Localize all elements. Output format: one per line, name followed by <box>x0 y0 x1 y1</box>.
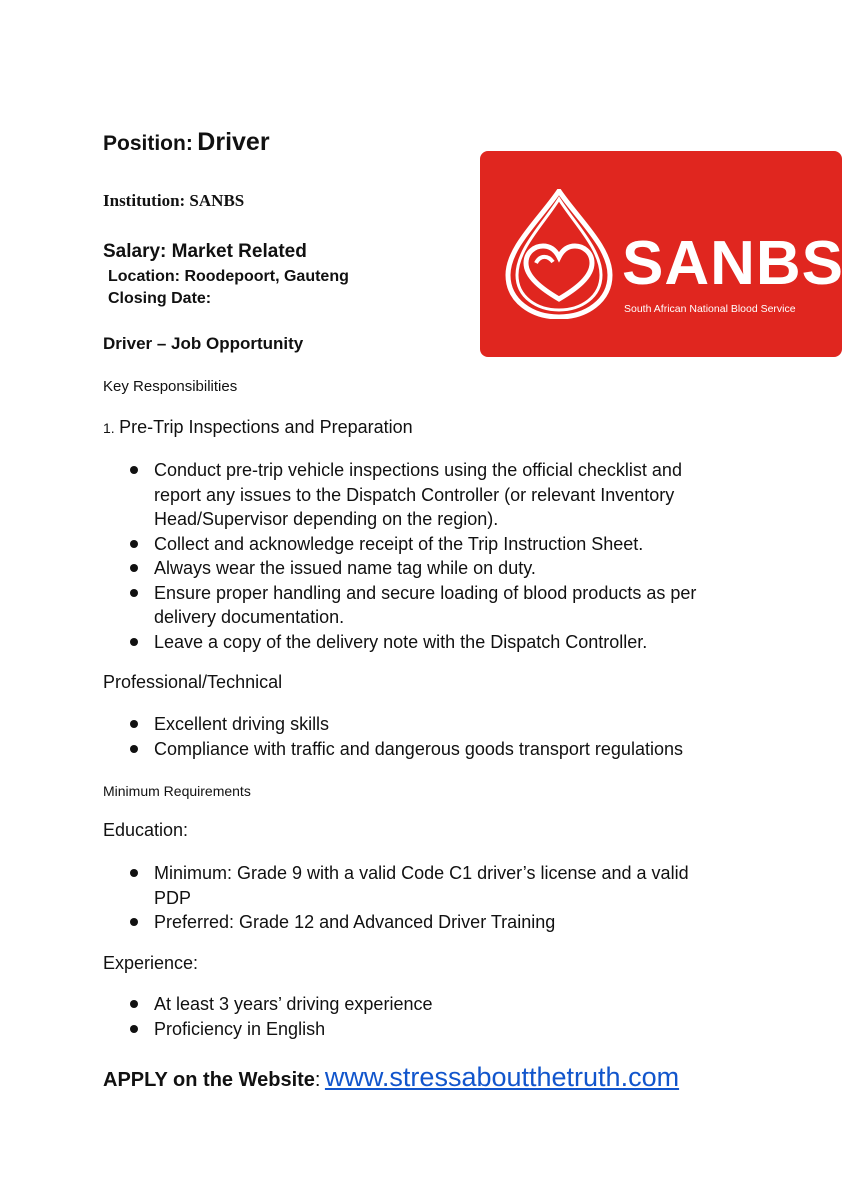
location: Location: Roodepoort, Gauteng <box>108 268 349 285</box>
list-item: Conduct pre-trip vehicle inspections using the official checklist and report any issues to the Dispatch Controller (or relevant Inventory Head/Supervisor depending on the region). <box>128 458 728 532</box>
pretrip-title: Pre-Trip Inspections and Preparation <box>119 417 413 437</box>
list-item: Ensure proper handling and secure loading of blood products as per delivery documentation. <box>128 581 728 630</box>
sanbs-logo <box>480 151 845 357</box>
list-item: Compliance with traffic and dangerous goods transport regulations <box>128 737 728 762</box>
logo-name: SANBS <box>622 229 845 298</box>
apply-label: APPLY on the Website <box>103 1069 315 1091</box>
pretrip-number: 1. <box>103 420 115 436</box>
professional-list <box>128 712 728 761</box>
pretrip-list <box>128 458 728 654</box>
experience-list <box>128 992 728 1041</box>
apply-colon: : <box>314 1069 321 1091</box>
list-item: Collect and acknowledge receipt of the Trip Instruction Sheet. <box>128 532 728 557</box>
list-item: Minimum: Grade 9 with a valid Code C1 driver’s license and a valid PDP <box>128 861 728 910</box>
apply-website-link[interactable]: www.stressaboutthetruth.com <box>324 1062 680 1092</box>
position-label: Position: <box>103 132 193 155</box>
logo-subtitle: South African National Blood Service <box>624 303 796 315</box>
key-responsibilities-heading: Key Responsibilities <box>103 378 238 395</box>
pretrip-heading <box>103 417 413 438</box>
experience-heading: Experience: <box>103 953 199 973</box>
minimum-requirements-heading: Minimum Requirements <box>103 783 251 799</box>
list-item: Proficiency in English <box>128 1017 728 1042</box>
closing-date: Closing Date: <box>108 290 212 307</box>
apply-line <box>103 1062 679 1093</box>
list-item: Preferred: Grade 12 and Advanced Driver Training <box>128 910 728 935</box>
list-item: Leave a copy of the delivery note with the Dispatch Controller. <box>128 630 728 655</box>
blood-drop-heart-icon <box>500 189 618 319</box>
list-item: Always wear the issued name tag while on duty. <box>128 556 728 581</box>
job-heading: Driver – Job Opportunity <box>103 334 304 353</box>
position-line <box>103 128 270 157</box>
list-item: Excellent driving skills <box>128 712 728 737</box>
position-value: Driver <box>197 128 270 156</box>
education-list <box>128 861 728 935</box>
professional-heading: Professional/Technical <box>103 672 283 692</box>
education-heading: Education: <box>103 820 189 840</box>
salary: Salary: Market Related <box>103 241 307 262</box>
list-item: At least 3 years’ driving experience <box>128 992 728 1017</box>
institution: Institution: SANBS <box>103 191 245 210</box>
